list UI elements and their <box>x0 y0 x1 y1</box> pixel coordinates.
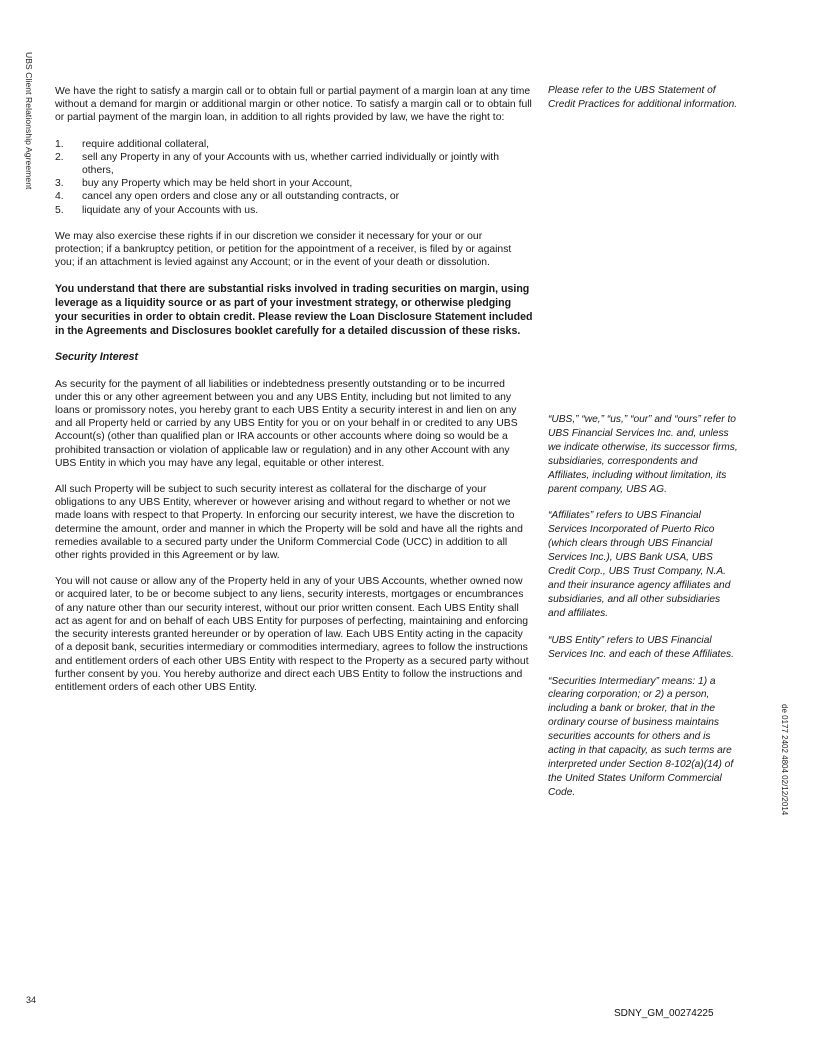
list-item-number: 4. <box>55 191 64 203</box>
list-item-number: 2. <box>55 151 64 163</box>
sidebar-note-credit <box>548 84 738 125</box>
risk-warning-paragraph: You understand that there are substantial risks involved in trading securities on margin, using leverage as a liquidity source or as part of your investment strategy, or otherwise pledging your securities in order to obtain credit. Please review the Loan Disclosure Statement included in the Agreements and Disclosures booklet carefully for a detailed discussion of these risks. <box>55 283 533 338</box>
note-intermediary-definition: “Securities Intermediary” means: 1) a clearing corporation; or 2) a person, including a bank or broker, that in the ordinary course of business maintains securities accounts for others and is acting in that capacity, as such terms are interpreted under Section 8-102(a)(14) of the United States Uniform Commercial Code. <box>548 675 734 798</box>
list-item-number: 5. <box>55 204 64 216</box>
list-item-text: buy any Property which may be held short in your Account, <box>82 178 353 190</box>
list-item-text: cancel any open orders and close any or all outstanding contracts, or <box>82 191 400 203</box>
security-paragraph-2: All such Property will be subject to such security interest as collateral for the discharge of your obligations to any UBS Entity, wherever or however arising and without regard to whether or not we made loans with respect to that Property. In enforcing our security interest, we have the discretion to determine the amount, order and manner in which the Property will be sold and have all the rights and remedies available to a secured party under the Uniform Commercial Code (UCC) in addition to all other rights provided in this Agreement or by law. <box>55 484 523 562</box>
list-item-text: liquidate any of your Accounts with us. <box>82 204 259 216</box>
discretion-paragraph: We may also exercise these rights if in our discretion we consider it necessary for your or our protection; if a bankruptcy petition, or petition for the appointment of a receiver, is filed by or against you; if an attachment is levied against any Account; or in the event of your death or dissolution. <box>55 230 512 269</box>
rights-list <box>55 138 533 217</box>
list-item <box>55 151 533 177</box>
list-item-text: require additional collateral, <box>82 138 210 150</box>
security-paragraph-3: You will not cause or allow any of the Property held in any of your UBS Accounts, whether owned now or acquired later, to be or become subject to any liens, security interests, mortgages or encumbrances of any nature other than our security interest, without our prior written consent. Each UBS Entity shall act as agent for and on behalf of each UBS Entity for purposes of perfecting, maintaining and enforcing the security interests granted hereunder or by operation of law. Each UBS Entity acting in the capacity of a deposit bank, securities intermediary or commodities intermediary, agrees to follow the instructions and entitlement orders of each other UBS Entity with respect to the Property as a secured party without further consent by you. You hereby authorize and direct each UBS Entity to follow the instructions and entitlement orders of each other UBS Entity. <box>55 576 529 693</box>
list-item <box>55 138 533 151</box>
form-code: de 0177 2402 4804 02/12/2014 <box>780 704 789 816</box>
security-paragraph-1: As security for the payment of all liabilities or indebtedness presently outstanding or to be incurred under this or any other agreement between you and any UBS Entity, including but not limited to any loans or promissory notes, you hereby grant to each UBS Entity a security interest in and lien on any and all Property held or carried by any UBS Entity for you or on your behalf in or credited to any UBS Account(s) (other than qualified plan or IRA accounts or other accounts where doing so would be a prohibited transaction or violation of applicable law or regulation) and in any other Account with any UBS Entity in which you may have any legal, equitable or other interest. <box>55 378 518 469</box>
list-item <box>55 177 533 190</box>
margin-intro-paragraph: We have the right to satisfy a margin call or to obtain full or partial payment of a margin loan at any time without a demand for margin or additional margin or other notice. To satisfy a margin call or to obtain full or partial payment of the margin loan, in addition to all rights provided by law, we have the right to: <box>55 86 532 124</box>
security-interest-heading: Security Interest <box>55 351 139 364</box>
main-column <box>55 85 533 707</box>
sidebar-notes-definitions <box>548 413 738 813</box>
note-credit-text: Please refer to the UBS Statement of Credit Practices for additional information. <box>548 85 738 110</box>
note-entity-definition: “UBS Entity” refers to UBS Financial Services Inc. and each of these Affiliates. <box>548 634 734 660</box>
page-number: 34 <box>26 995 37 1005</box>
list-item <box>55 204 533 217</box>
list-item-number: 1. <box>55 138 64 150</box>
note-ubs-definition: “UBS,” “we,” “us,” “our” and “ours” refer to UBS Financial Services Inc. and, unless we indicate otherwise, its successor firms, subsidiaries, correspondents and Affiliates, including without limitation, its parent company, UBS AG. <box>548 414 738 495</box>
list-item-number: 3. <box>55 178 64 190</box>
document-side-label: UBS Client Relationship Agreement <box>24 52 34 190</box>
list-item <box>55 190 533 203</box>
bates-number: SDNY_GM_00274225 <box>614 1008 714 1019</box>
list-item-text: sell any Property in any of your Accounts with us, whether carried individually or jointly with others, <box>82 151 499 177</box>
note-affiliates-definition: “Affiliates” refers to UBS Financial Services Incorporated of Puerto Rico (which clears through UBS Financial Services Inc.), UBS Bank USA, UBS Credit Corp., UBS Trust Company, N.A. and their insurance agency affiliates and subsidiaries, and all other subsidiaries and affiliates. <box>548 510 731 619</box>
